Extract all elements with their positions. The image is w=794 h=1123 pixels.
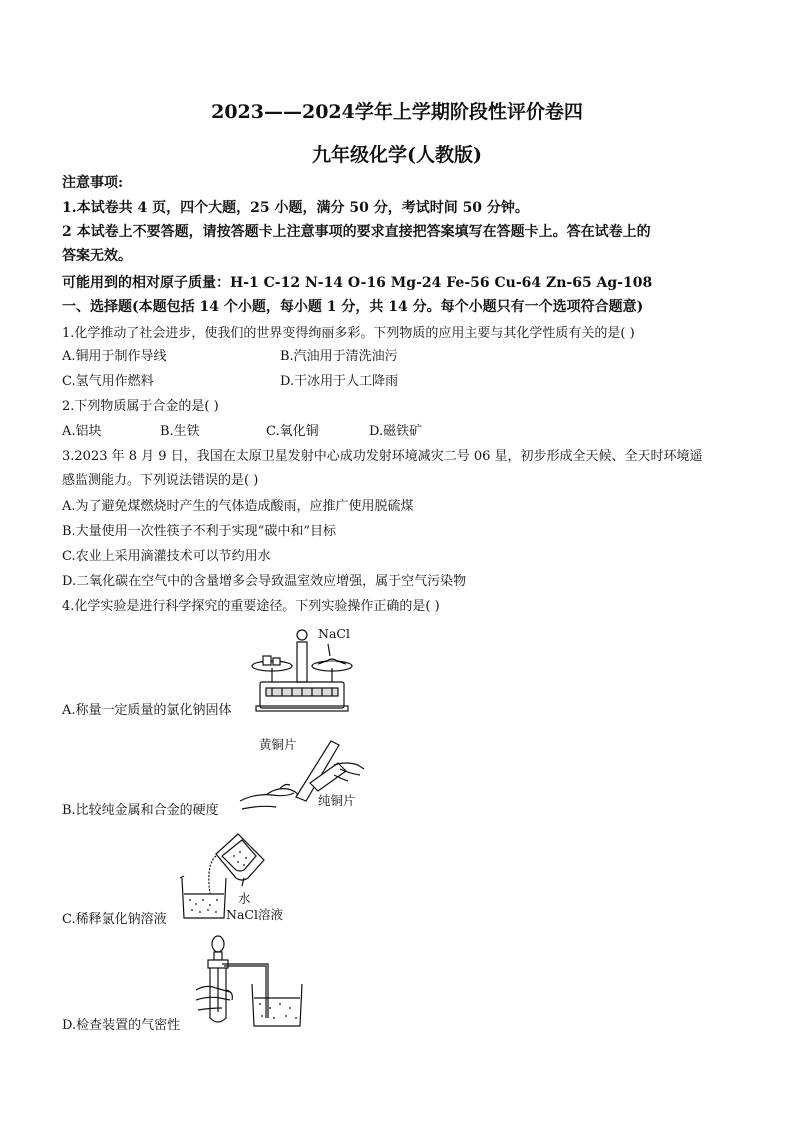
q4-option-a: A.称量一定质量的氯化钠固体 bbox=[62, 703, 232, 718]
q4-option-c: C.稀释氯化钠溶液 bbox=[62, 912, 167, 927]
notes-heading: 注意事项: bbox=[62, 175, 124, 191]
q3-option-a: A.为了避免煤燃烧时产生的气体造成酸雨，应推广使用脱硫煤 bbox=[62, 499, 414, 514]
q1-option-a: A.铜用于制作导线 bbox=[62, 349, 167, 364]
q4-option-d: D.检查装置的气密性 bbox=[62, 1018, 181, 1033]
q1-option-c: C.氢气用作燃料 bbox=[62, 374, 154, 389]
note-item-2-line1: 2 本试卷上不要答题，请按答题卡上注意事项的要求直接把答案填写在答题卡上。答在试卷上的 bbox=[62, 224, 651, 240]
q2-option-a: A.铝块 bbox=[62, 424, 102, 439]
brass-label: 黄铜片 bbox=[259, 737, 297, 752]
q1-option-b: B.汽油用于清洗油污 bbox=[280, 349, 398, 364]
note-item-2-line2: 答案无效。 bbox=[62, 248, 132, 264]
exam-subtitle: 九年级化学(人教版) bbox=[312, 144, 482, 166]
q2-option-d: D.磁铁矿 bbox=[369, 424, 423, 439]
q4-option-b: B.比较纯金属和合金的硬度 bbox=[62, 803, 219, 818]
atomic-masses: 可能用到的相对原子质量：H-1 C-12 N-14 O-16 Mg-24 Fe-56 Cu-64 Zn-65 Ag-108 bbox=[62, 275, 653, 291]
q3-option-c: C.农业上采用滴灌技术可以节约用水 bbox=[62, 549, 271, 564]
copper-label: 纯铜片 bbox=[318, 793, 356, 808]
section-1-heading: 一、选择题(本题包括 14 个小题，每小题 1 分，共 14 分。每个小题只有一个选项符合题意) bbox=[62, 299, 644, 315]
question-3-stem-line2: 感监测能力。下列说法错误的是( ) bbox=[62, 473, 259, 488]
q3-option-d: D.二氧化碳在空气中的含量增多会导致温室效应增强，属于空气污染物 bbox=[62, 574, 467, 589]
question-2-stem: 2.下列物质属于合金的是( ) bbox=[62, 399, 219, 414]
q1-option-d: D.干冰用于人工降雨 bbox=[280, 374, 399, 389]
solution-label: NaCl溶液 bbox=[226, 907, 283, 922]
nacl-label: NaCl bbox=[318, 626, 350, 641]
q3-option-b: B.大量使用一次性筷子不利于实现“碳中和”目标 bbox=[62, 524, 336, 539]
q2-option-c: C.氧化铜 bbox=[266, 424, 319, 439]
note-item-1: 1.本试卷共 4 页，四个大题，25 小题，满分 50 分，考试时间 50 分钟。 bbox=[62, 200, 529, 216]
exam-title: 2023——2024学年上学期阶段性评价卷四 bbox=[211, 101, 583, 123]
q2-option-b: B.生铁 bbox=[160, 424, 200, 439]
airtightness-figure bbox=[196, 934, 326, 1028]
water-label: 水 bbox=[238, 891, 251, 906]
question-1-stem: 1.化学推动了社会进步，使我们的世界变得绚丽多彩。下列物质的应用主要与其化学性质有关的是( ) bbox=[62, 326, 635, 341]
question-4-stem: 4.化学实验是进行科学探究的重要途径。下列实验操作正确的是( ) bbox=[62, 599, 440, 614]
question-3-stem-line1: 3.2023 年 8 月 9 日，我国在太原卫星发射中心成功发射环境减灾二号 06 星，初步形成全天候、全天时环境遥 bbox=[62, 449, 703, 464]
